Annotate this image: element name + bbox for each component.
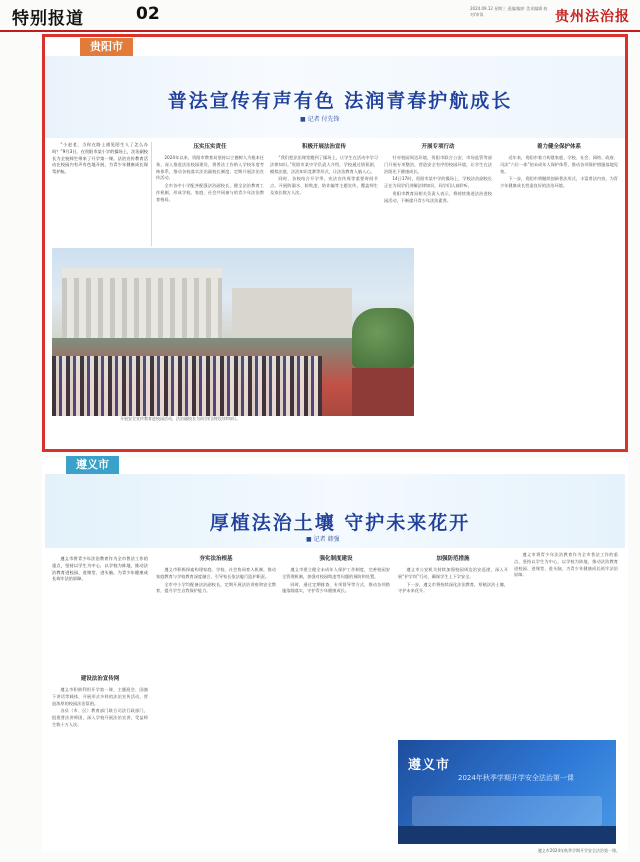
paragraph: 遵义市建立健全未成年人保护工作制度，完善校园安全管理机制，加强对校园欺凌等问题的预防和处置。 xyxy=(282,567,390,579)
section-heading: 加强防范措施 xyxy=(436,556,470,562)
paragraph: 针对校园周边环境，贵阳市联合公安、市场监管等部门开展专项整治，营造安全有序的校园环境，让学生在法治阳光下健康成长。 xyxy=(384,155,492,174)
headline-zunyi: 厚植法治土壤 守护未来花开 xyxy=(209,512,471,534)
paragraph: 下一步，遵义市将持续深化法治教育，厚植法治土壤，守护未来花开。 xyxy=(398,581,508,594)
column-guiyang-2 xyxy=(270,140,378,246)
photo-banner-subtitle: 2024年秋季学期开学安全法治第一课 xyxy=(458,774,574,782)
paragraph: 下一步，贵阳市将继续创新普法形式，丰富普法内容，为青少年健康成长营造良好的法治环境。 xyxy=(500,176,618,189)
column-guiyang-1 xyxy=(156,140,264,246)
column-guiyang-4 xyxy=(500,140,618,430)
column-zunyi-2 xyxy=(156,552,276,848)
column-rule xyxy=(151,142,152,246)
intro-zunyi xyxy=(52,556,148,666)
photo-stage xyxy=(352,368,414,416)
paragraph: 遵义市积极探索构建家庭、学校、社会协同育人机制，推动家庭教育与学校教育深度融合，引导家长依法履行监护职责。 xyxy=(156,567,276,579)
byline-guiyang: ■ 记者 付先锋 xyxy=(300,116,340,123)
photo-building xyxy=(232,288,352,338)
section-heading: 积极开展法治宣传 xyxy=(301,144,346,150)
section-heading: 强化制度建设 xyxy=(319,556,353,562)
headline-guiyang: 普法宣传有声有色 法润青春护航成长 xyxy=(167,90,513,112)
paragraph: 近年来，贵阳市着力构建家庭、学校、社会、网络、政府、司法“六位一体”的未成年人保护体系，推动各项保护措施落地见效。 xyxy=(500,155,618,174)
section-heading: 建设法治宣传网 xyxy=(80,676,120,682)
city-tag-zunyi: 遵义市 xyxy=(66,456,119,474)
paragraph: 贵阳市教育局相关负责人表示，将持续推进法治进校园活动，不断提升青少年法治素养。 xyxy=(384,190,492,203)
paragraph: 同时，通过定期排查、专项督导等方式，推动各项措施落细落实，守护青少年健康成长。 xyxy=(282,581,390,594)
photo-stage xyxy=(398,826,616,844)
paragraph: 全市各中小学配齐配强法治副校长，健全法治教育工作机制，形成学校、家庭、社会共同参与的青少年法治教育格局。 xyxy=(156,183,264,202)
issue-meta: 2024.09.12 星期三 责编/编审 美术编辑 校对/审读 xyxy=(470,6,548,17)
column-zunyi-1 xyxy=(52,672,148,852)
paragraph: 14日17时，贵阳市某中学的操场上，学校法治副校长正在为同学们讲解法律知识，同学们认真聆听。 xyxy=(384,176,492,189)
section-heading: 夯实法治根基 xyxy=(199,556,233,562)
section-title: 特别报道 xyxy=(12,9,84,29)
masthead xyxy=(0,0,640,32)
photo-crowd xyxy=(52,356,322,416)
paragraph: 遵义市公安机关持续加强校园周边治安巡逻，深入开展“护学岗”行动，确保学生上下学安全。 xyxy=(398,567,508,579)
newspaper-brand: 贵州法治报 xyxy=(555,9,630,25)
intro-text: “小赵老，当你在路上遇见陌生人了怎么办吗？”9月3日，在贵阳市某小学的操场上，法治副校长为全校师生带来了开学第一课。法治宣传教育活动在校园内有声有色地开展，为青少年健康成长保驾护航。 xyxy=(52,142,148,175)
paragraph: 2024年以来，贵阳市教育局坚持以立德树人为根本任务，深入推进法治校园建设，将普法工作纳入学校年度考核体系，推动各校落实法治副校长制度，定期开展法治宣传活动。 xyxy=(156,155,264,181)
paragraph: 各县（市、区）教育部门联合司法行政部门，组建普法讲师团，深入学校开展法治宣讲，受益师生数十万人次。 xyxy=(52,708,148,727)
photo-caption-guiyang: 开展安全宣传教育进校园活动，法治副校长为同学们讲授法律知识。 xyxy=(120,416,240,421)
photo-building xyxy=(62,268,222,338)
section-heading: 压实压实责任 xyxy=(193,144,227,150)
intro-text: 遵义市将青少年法治教育作为全市普法工作的重点，坚持以学生为中心，以学校为阵地，推动法治教育进校园、进课堂、进头脑，为青少年健康成长筑牢法治屏障。 xyxy=(52,556,148,582)
section-heading: 开展专项行动 xyxy=(421,144,455,150)
column-zunyi-3 xyxy=(282,552,390,848)
paragraph: 同时，各校结合开学季、宪法宣传周等重要时间节点，开展防溺水、防欺凌、防诈骗等主题宣传，覆盖师生及家长数万人次。 xyxy=(270,176,378,195)
paragraph: 全市中小学均配备法治副校长，定期开展法治讲座和安全教育，提升学生自我保护能力。 xyxy=(156,581,276,594)
photo-banner-panel xyxy=(412,796,602,826)
intro-guiyang xyxy=(52,142,148,262)
section-heading: 着力健全保护体系 xyxy=(536,144,581,150)
column-zunyi-4 xyxy=(398,552,508,736)
photo-school-assembly xyxy=(52,248,414,416)
paragraph: 遵义市积极利用开学第一课、主题班会、国旗下讲话等载体，开展形式多样的法治宣传活动，营造浓厚的校园法治氛围。 xyxy=(52,687,148,706)
paragraph: “我们把法治课堂搬到了操场上，让学生在活动中学习法律知识。”贵阳市某中学负责人介绍，学校通过情景剧、模拟法庭、法治知识竞赛等形式，让法治教育入脑入心。 xyxy=(270,155,378,174)
photo-banner-title: 遵义市 xyxy=(408,758,451,773)
byline-zunyi: ■ 记者 韩强 xyxy=(306,536,340,543)
page-number: 02 xyxy=(136,4,160,24)
city-tag-guiyang: 贵阳市 xyxy=(80,38,133,56)
paragraph: 遵义市将青少年法治教育作为全市普法工作的重点，坚持以学生为中心，以学校为阵地，推动法治教育进校园、进课堂、进头脑，为青少年健康成长筑牢法治屏障。 xyxy=(514,552,618,578)
photo-zunyi-event xyxy=(398,740,616,844)
photo-tree xyxy=(352,308,414,368)
photo-caption-zunyi: 遵义市2024年秋季学期开学安全法治第一课。 xyxy=(537,848,620,853)
column-zunyi-5 xyxy=(514,552,618,736)
